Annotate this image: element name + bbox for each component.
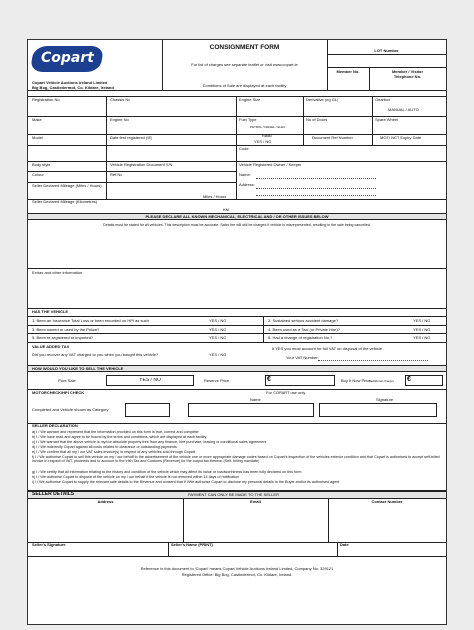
owner-address-label: Address: <box>239 183 255 187</box>
declaration-heading: SELLER DECLARATION <box>32 424 78 428</box>
owner-address-field-2[interactable] <box>256 195 376 196</box>
motor-signature-field[interactable] <box>319 403 437 417</box>
history-q3: 5. Been re-registered or imported? <box>32 336 94 340</box>
issues-field[interactable] <box>28 229 446 269</box>
form-title: CONSIGNMENT FORM <box>209 44 280 51</box>
spare-wheel-label: Spare Wheel <box>375 118 399 122</box>
vat-number-field[interactable] <box>318 360 428 361</box>
company-line-1: Copart Vehicle Auctions Ireland Limited <box>32 81 108 85</box>
mileage-miles-label: Seller Declared Mileage (Miles / Hours) <box>32 184 102 188</box>
history-q1-answer[interactable]: YES / NO <box>209 319 227 323</box>
conditions-note: Conditions of Sale are displayed at each facility <box>202 84 287 88</box>
declaration-c: c) I / We warrant that the above vehicle is my/our absolute property free from any finance, hire purchase, leasing or conditional sales agreement <box>32 440 267 444</box>
history-q3-answer[interactable]: YES / NO <box>209 336 227 340</box>
code-label: Code <box>239 147 249 151</box>
seller-email-field[interactable] <box>183 506 328 542</box>
seller-signature-label: Seller's Signature <box>32 543 66 547</box>
declaration-b: b) I / We have read and agree to be bound by the terms and conditions, which are displayed at each facility <box>32 435 207 439</box>
member-no-label: Member No. <box>336 70 360 74</box>
gearbox-label: Gearbox <box>375 98 391 102</box>
consignment-form <box>27 39 447 625</box>
pure-sale-label: Pure Sale <box>58 379 76 383</box>
history-q4: 2. Sustained serious accident damage? <box>268 319 339 323</box>
mileage-km-label: Seller Declared Mileage (Kilometres) <box>32 200 98 204</box>
owner-name-label: Name: <box>239 173 251 177</box>
seller-contact-label: Contact Number <box>371 500 403 504</box>
seller-address-field[interactable] <box>28 506 183 542</box>
declaration-g: g) I / We certify that all information relating to the history and condition of the vehicle which may affect its value or roadworthiness has been fully declared on this form <box>32 470 302 474</box>
history-q5-answer[interactable]: YES / NO <box>413 328 431 332</box>
declaration-a: a) I / We warrant and represent that the information provided on this form is true, correct and complete <box>32 430 199 434</box>
history-heading: HAS THE VEHICLE <box>32 310 69 314</box>
issues-note: Details must be stated for all vehicles. This description must be accurate. Sales fee will still be charged if vehicle is misrepresented, resulting in the sale being cancelled. <box>103 223 371 227</box>
vat-account-note: If YES you must account for full VAT on disposal of the vehicle <box>272 347 382 351</box>
copart-logo-text: Copart <box>41 50 94 66</box>
company-line-2: Big Bog, Castledermot, Co. Kildare, Ireland <box>32 86 114 90</box>
seller-date-label: Date <box>340 543 349 547</box>
ref-no-label: Ref No <box>110 173 123 177</box>
buy-it-now-label: Buy It Now Price <box>341 379 371 383</box>
reserve-euro-sign: € <box>267 376 271 383</box>
vat-question: Did you recover any VAT charged to you when you bought this vehicle? <box>32 353 159 357</box>
declaration-e: e) I / We confirm that all my / our VAT sales invoice(s) in respect of any vehicles sold through Copart <box>32 450 196 454</box>
doors-label: No of Doors <box>306 118 328 122</box>
engine-size-label: Engine Size <box>239 98 261 102</box>
mot-nct-label: MOT/ NCT Expiry Date <box>380 136 422 140</box>
declaration-h: h) I / We authorise Copart to dispose of the vehicle on my / our behalf if the vehicle is not removed within 14 days of notification <box>32 475 240 479</box>
payment-note: PAYMENT CAN ONLY BE MADE TO THE SELLER <box>188 493 279 497</box>
history-q5: 4. Been used as a Taxi (or Private Hire)? <box>268 328 340 332</box>
registration-no-label: Registration No <box>32 98 60 102</box>
pure-sale-answer[interactable]: YES / NO <box>139 378 161 383</box>
extras-label: Extras and other information <box>32 271 83 275</box>
motor-signature-label: Signature <box>376 398 394 402</box>
history-q6-answer[interactable]: YES / NO <box>413 336 431 340</box>
copart-use-only: For COPART use only <box>266 391 306 395</box>
history-q6: 6. Had a change of registration No.? <box>268 336 333 340</box>
form-subtitle: For list of charges see separate leaflet or visit www.copart.ie <box>191 63 298 67</box>
buy-it-now-euro-sign: € <box>407 376 411 383</box>
vat-answer[interactable]: YES / NO <box>209 353 227 357</box>
engine-no-label: Engine No <box>110 118 129 122</box>
declaration-i: i) I / We authorise Copart to supply the relevant sale details to the Revenue and consent that if I/We authorise Copart to disclose my personal details to the Buyer and/or its authorised agent <box>32 480 340 484</box>
issues-heading: PLEASE DECLARE ALL KNOWN MECHANICAL, ELECTRICAL AND / OR OTHER ISSUES BELOW <box>145 215 329 219</box>
declaration-d: d) I / We indemnify Copart against all costs related to clearance or outstanding payments <box>32 445 177 449</box>
motor-name-label: Name <box>250 398 261 402</box>
registered-owner-label: Vehicle Registered Owner / Keeper <box>239 163 302 167</box>
footer-line-2: Registered Office: Big Bog, Castledermot, Co. Kildare, Ireland. <box>181 573 293 577</box>
motor-heading: MOTORCHECK/HPI CHECK <box>32 391 85 395</box>
colour-label: Colour <box>32 173 44 177</box>
gearbox-options[interactable]: MANUAL / AUTO <box>388 108 419 112</box>
sell-heading: HOW WOULD YOU LIKE TO SELL THE VEHICLE <box>32 367 124 371</box>
footer-line-1: Reference in this document to 'Copart' means Copart Vehicle Auctions Ireland Limited, Company No. 329121 <box>140 567 334 571</box>
history-q2: 3. Been owned or used by the Police? <box>32 328 100 332</box>
owner-address-field-1[interactable] <box>256 188 376 189</box>
date-first-registered-label: Date first registered (IE) <box>110 136 153 140</box>
reserve-price-label: Reserve Price <box>204 379 230 383</box>
seller-heading: SELLER DETAILS <box>32 492 75 497</box>
fuel-options[interactable]: PETROL / DIESEL / ELEC <box>250 126 286 129</box>
vat-heading: VALUE ADDED TAX <box>32 345 70 349</box>
reserve-price-field[interactable] <box>265 375 335 386</box>
seller-address-label: Address <box>97 500 114 504</box>
motor-name-field[interactable] <box>188 403 314 417</box>
radio-yes-no[interactable]: YES / NO <box>254 140 272 144</box>
telephone-label: Telephone No. <box>393 75 422 79</box>
declaration-f: f) I / We authorise Copart to sell this vehicle on my / our behalf to the advertisement of the vehicle one or more appropriate damage codes based on Copart's inspection of the vehicles exterior condition and that Copart is authorised to accept self-billed invoice in respect of VAT, proceeds and to account to the Irish Tax and Customs (Revenue) for the output tax thereon (Self- billing mandate) <box>32 455 440 464</box>
owner-name-field[interactable] <box>256 178 376 179</box>
completed-category-label: Completed and Vehicle shown as Category <box>32 408 109 412</box>
model-label: Model <box>32 136 43 140</box>
document-ref-label: Document Ref Number <box>312 136 353 140</box>
miles-hours-unit: Miles / Hours <box>203 195 227 199</box>
radio-label: Radio <box>262 134 273 138</box>
history-q4-answer[interactable]: YES / NO <box>413 319 431 323</box>
history-q1: 1. Been an Insurance Total Loss or been recorded on HPI as such <box>32 319 149 323</box>
seller-print-name-label: Seller's Name (PRINT) <box>171 543 213 547</box>
category-field[interactable] <box>125 403 170 417</box>
make-label: Make <box>32 118 42 122</box>
fuel-type-label: Fuel Type <box>239 118 257 122</box>
lot-number-field[interactable] <box>327 54 446 68</box>
seller-email-label: Email <box>250 500 261 504</box>
history-q2-answer[interactable]: YES / NO <box>209 328 227 332</box>
km-unit: KM <box>223 208 229 212</box>
body-style-label: Body style <box>32 163 51 167</box>
vat-number-label: Your VAT Number: <box>286 356 319 360</box>
buy-it-now-note: (additional charge) <box>369 380 394 383</box>
member-visitor-label: Member / Visitor <box>391 70 424 74</box>
lot-number-label: LOT Number <box>374 49 399 53</box>
derivative-label: Derivative (eg GL) <box>306 98 339 102</box>
chassis-no-label: Chassis No <box>110 98 131 102</box>
vrd-label: Vehicle Registration Document Y/N <box>110 163 173 167</box>
seller-contact-field[interactable] <box>328 506 446 542</box>
